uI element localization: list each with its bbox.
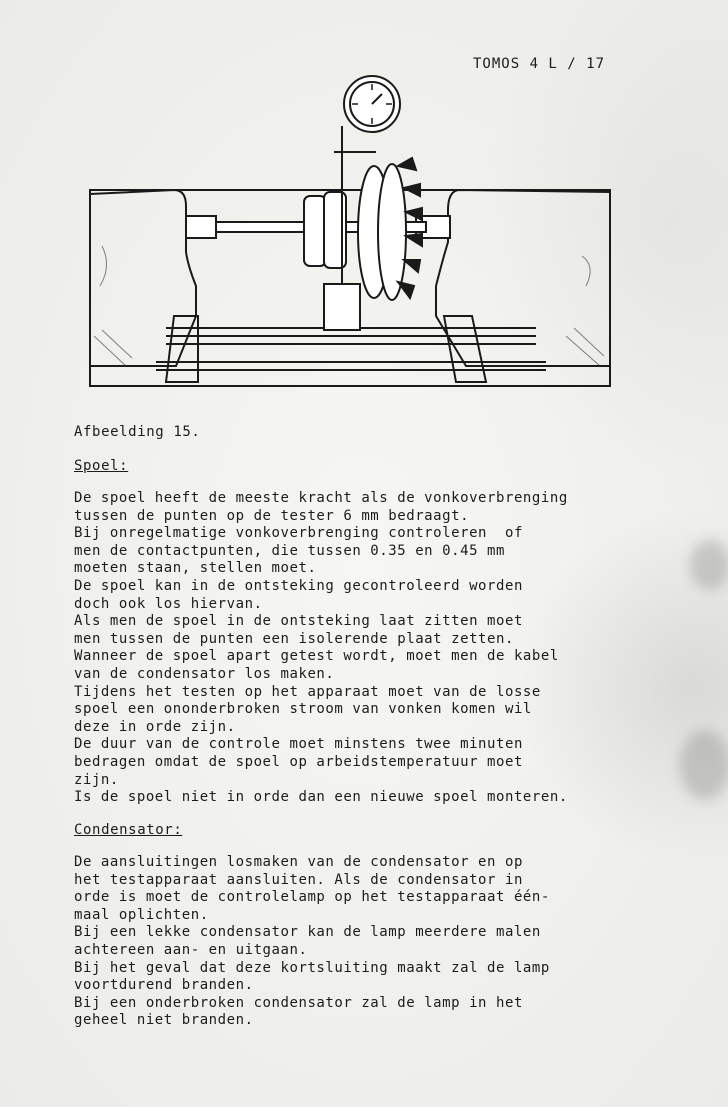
- section-body-condensator: [74, 854, 634, 1030]
- page-smudge: [680, 730, 728, 800]
- text-line: De duur van de controle moet minstens twee minuten: [74, 736, 523, 753]
- text-line: men de contactpunten, die tussen 0.35 en 0.45 mm: [74, 542, 505, 559]
- text-line: geheel niet branden.: [74, 1012, 254, 1029]
- text-line: voortdurend branden.: [74, 977, 254, 994]
- text-line: Wanneer de spoel apart getest wordt, moet men de kabel: [74, 648, 559, 665]
- text-line: Tijdens het testen op het apparaat moet van de losse: [74, 683, 541, 700]
- section-heading-condensator: Condensator:: [74, 822, 183, 838]
- text-line: Bij een lekke condensator kan de lamp meerdere malen: [74, 924, 541, 941]
- figure-caption: Afbeelding 15.: [74, 424, 201, 440]
- right-tailstock: [436, 190, 610, 366]
- page-smudge: [690, 540, 728, 590]
- text-line: Bij een onderbroken condensator zal de lamp in het: [74, 994, 523, 1011]
- text-line: tussen de punten op de tester 6 mm bedraagt.: [74, 507, 470, 524]
- left-headstock: [90, 190, 196, 366]
- gauge-stand-base: [324, 284, 360, 330]
- text-line: De aansluitingen losmaken van de condensator en op: [74, 854, 523, 870]
- text-line: maal oplichten.: [74, 906, 209, 923]
- text-line: Is de spoel niet in orde dan een nieuwe spoel monteren.: [74, 789, 568, 806]
- text-line: het testapparaat aansluiten. Als de condensator in: [74, 871, 523, 888]
- text-line: zijn.: [74, 771, 119, 788]
- text-line: deze in orde zijn.: [74, 718, 236, 735]
- text-line: van de condensator los maken.: [74, 665, 335, 682]
- text-line: De spoel heeft de meeste kracht als de vonkoverbrenging: [74, 490, 568, 506]
- text-line: doch ook los hiervan.: [74, 595, 263, 612]
- text-line: moeten staan, stellen moet.: [74, 560, 317, 577]
- text-line: Bij het geval dat deze kortsluiting maakt zal de lamp: [74, 959, 550, 976]
- text-line: De spoel kan in de ontsteking gecontroleerd worden: [74, 577, 523, 594]
- text-line: spoel een ononderbroken stroom van vonken komen wil: [74, 701, 532, 718]
- text-line: achtereen aan- en uitgaan.: [74, 941, 308, 958]
- section-body-spoel: [74, 490, 634, 807]
- page-header: TOMOS 4 L / 17: [473, 56, 606, 72]
- text-line: men tussen de punten een isolerende plaat zetten.: [74, 630, 514, 647]
- text-line: orde is moet de controlelamp op het testapparaat één-: [74, 889, 550, 906]
- text-line: Bij onregelmatige vonkoverbrenging controleren of: [74, 525, 523, 542]
- tester-illustration: [86, 66, 616, 392]
- section-heading-spoel: Spoel:: [74, 458, 129, 474]
- text-line: Als men de spoel in de ontsteking laat zitten moet: [74, 613, 523, 630]
- text-line: bedragen omdat de spoel op arbeidstemperatuur moet: [74, 753, 523, 770]
